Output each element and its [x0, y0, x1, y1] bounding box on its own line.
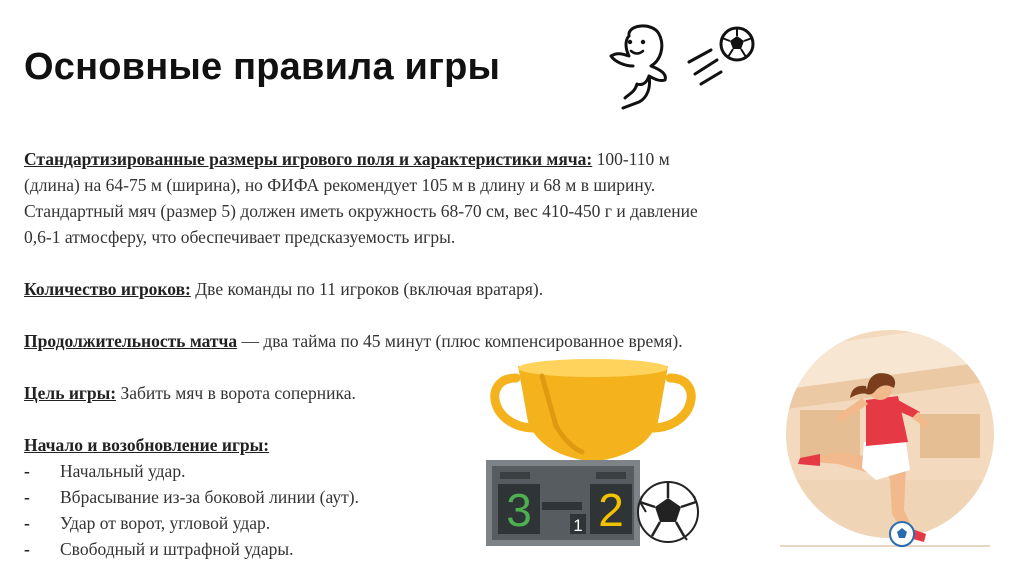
bullet-marker: -	[24, 539, 30, 559]
soccer-ball-icon	[890, 522, 914, 546]
list-item-text: Вбрасывание из-за боковой линии (аут).	[60, 487, 359, 507]
rule-term: Продолжительность матча	[24, 331, 238, 351]
soccer-ball-icon	[721, 28, 753, 60]
score-home: 3	[506, 484, 532, 536]
rule-term: Цель игры:	[24, 383, 117, 403]
trophy-scoreboard-illustration	[482, 356, 704, 552]
rule-players	[24, 276, 724, 302]
score-period: 1	[573, 516, 583, 535]
list-item-text: Начальный удар.	[60, 461, 186, 481]
bullet-marker: -	[24, 461, 30, 481]
doodle-kick-icon	[603, 22, 759, 114]
bullet-marker: -	[24, 487, 30, 507]
rule-term: Стандартизированные размеры игрового поля и характеристики мяча:	[24, 149, 593, 169]
list-item-text: Свободный и штрафной удары.	[60, 539, 294, 559]
rule-text: — два тайма по 45 минут (плюс компенсированное время).	[237, 331, 683, 351]
list-item-text: Удар от ворот, угловой удар.	[60, 513, 271, 533]
player-illustration-icon	[780, 330, 1000, 556]
rule-text: Две команды по 11 игроков (включая вратаря).	[190, 279, 544, 299]
doodle-eye-icon	[628, 40, 632, 44]
score-away: 2	[598, 484, 624, 536]
rule-field-ball	[24, 146, 724, 250]
soccer-ball-icon	[638, 482, 698, 542]
restart-heading: Начало и возобновление игры:	[24, 435, 270, 455]
bullet-marker: -	[24, 513, 30, 533]
rule-term: Количество игроков:	[24, 279, 191, 299]
rule-text: Забить мяч в ворота соперника.	[116, 383, 356, 403]
slide-title: Основные правила игры	[24, 46, 501, 88]
rule-text: 100-110 м (длина) на 64-75 м (ширина), но ФИФА рекомендует 105 м в длину и 68 м в ширину. Стандартный мяч (размер 5) должен иметь окружность 68-70 см, вес 410-450 г и давление 0,6-1 атмосферу, что обеспечивает предсказуемость игры.	[24, 149, 698, 247]
rule-duration	[24, 328, 724, 354]
scoreboard-icon	[486, 460, 640, 546]
